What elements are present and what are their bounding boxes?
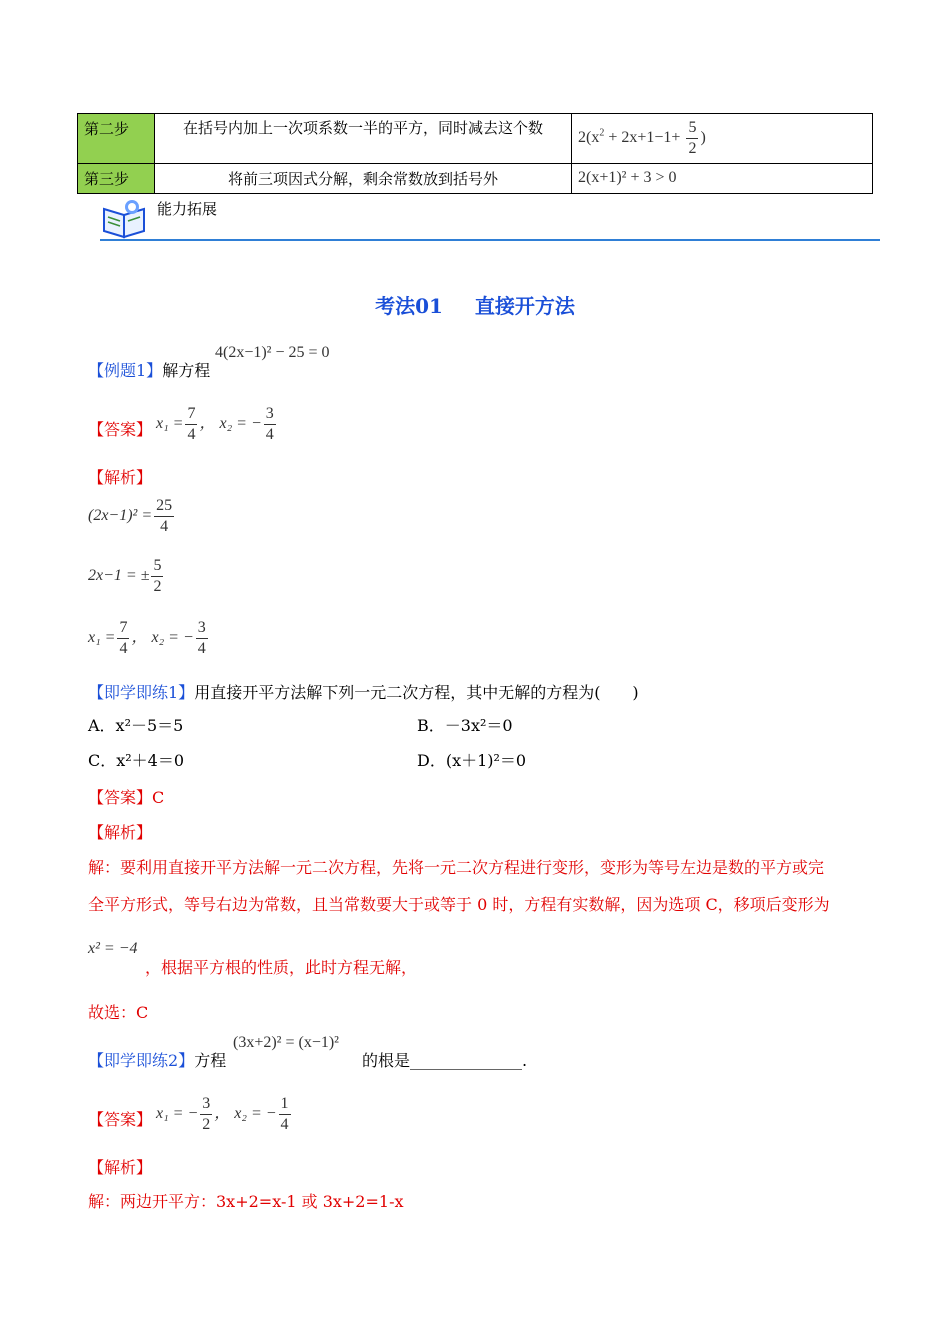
practice2-analysis-tag: 【解析】 bbox=[88, 1158, 153, 1177]
practice1-explanation-eq: x² = −4 bbox=[88, 940, 138, 957]
option-c: C．x²＋4＝0 bbox=[88, 751, 185, 770]
steps-table bbox=[77, 113, 873, 194]
step-math: $2(x^2 + 2x+1-1+$ $\frac{5}{2}$ ) bbox=[572, 114, 873, 164]
practice2-question: 【即学即练2】方程 bbox=[88, 1051, 227, 1070]
example1-step2: 2x−1 = ± $\frac{5}{2}$ bbox=[88, 557, 162, 595]
table-row bbox=[78, 164, 873, 194]
section-banner-label: 能力拓展 bbox=[157, 200, 218, 218]
option-d: D．(x＋1)²＝0 bbox=[417, 751, 527, 770]
step-math: 2(x+1)² + 3 > 0 bbox=[572, 164, 873, 194]
practice1-explanation-line1: 解：要利用直接开平方法解一元二次方程，先将一元二次方程进行变形，变形为等号左边是数的平方或完 bbox=[88, 858, 825, 877]
example1-analysis-tag: 【解析】 bbox=[88, 468, 153, 487]
fraction: $\frac{5}{2}$ bbox=[688, 119, 697, 157]
example1-question: 【例题1】解方程 bbox=[88, 361, 211, 380]
table-row bbox=[78, 114, 873, 164]
practice2-answer-math: x₁ = − $\frac{3}{2}$ ， x₂ = − $\frac{1}{4}$ bbox=[156, 1095, 289, 1133]
option-b: B．－3x²＝0 bbox=[417, 716, 513, 735]
step-math-suffix: ) bbox=[700, 129, 706, 147]
practice1-analysis-tag: 【解析】 bbox=[88, 823, 153, 842]
heading-title: 直接开方法 bbox=[474, 294, 575, 318]
example1-tag: 【例题1】 bbox=[88, 361, 163, 380]
example1-answer: 【答案】 bbox=[88, 420, 153, 439]
practice2-solution: 解：两边开平方：3x+2=x-1 或 3x+2=1-x bbox=[88, 1192, 404, 1211]
example1-equation: 4(2x−1)² − 25 = 0 bbox=[215, 344, 330, 361]
practice2-tag: 【即学即练2】 bbox=[88, 1051, 195, 1070]
step-description: 将前三项因式分解，剩余常数放到括号外 bbox=[155, 164, 572, 194]
example1-step1: (2x−1)² = $\frac{25}{4}$ bbox=[88, 497, 173, 535]
step-math-middle: 2x+1−1+ bbox=[621, 129, 681, 147]
heading-code: 考法01 bbox=[375, 294, 443, 318]
step-description: 在括号内加上一次项系数一半的平方，同时减去这个数 bbox=[155, 114, 572, 164]
step-label: 第三步 bbox=[78, 164, 155, 194]
page-heading bbox=[0, 290, 950, 319]
example1-answer-math: x₁ = $\frac{7}{4}$ ， x₂ = − $\frac{3}{4}$ bbox=[156, 405, 274, 443]
practice1-conclusion: 故选：C bbox=[88, 1003, 149, 1022]
banner-divider bbox=[100, 239, 880, 241]
practice2-equation: (3x+2)² = (x−1)² bbox=[233, 1034, 339, 1051]
example1-step3: x₁ = $\frac{7}{4}$ ， x₂ = − $\frac{3}{4}$ bbox=[88, 619, 206, 657]
practice1-explanation-line2: 全平方形式，等号右边为常数，且当常数要大于或等于 0 时，方程有实数解，因为选项 C，移项后变形为 bbox=[88, 895, 830, 914]
practice1-explanation-line3: ，根据平方根的性质，此时方程无解， bbox=[145, 958, 418, 977]
practice2-answer: 【答案】 bbox=[88, 1110, 153, 1129]
step-label: 第二步 bbox=[78, 114, 155, 164]
practice2-blank: 的根是______________. bbox=[362, 1051, 528, 1070]
option-a: A．x²－5＝5 bbox=[88, 716, 184, 735]
practice1-question: 【即学即练1】用直接开平方法解下列一元二次方程，其中无解的方程为( ) bbox=[88, 683, 639, 702]
step-math-prefix: 2(x bbox=[578, 129, 600, 147]
book-icon bbox=[100, 197, 150, 245]
practice1-answer: 【答案】C bbox=[88, 788, 165, 807]
practice1-tag: 【即学即练1】 bbox=[88, 683, 195, 702]
